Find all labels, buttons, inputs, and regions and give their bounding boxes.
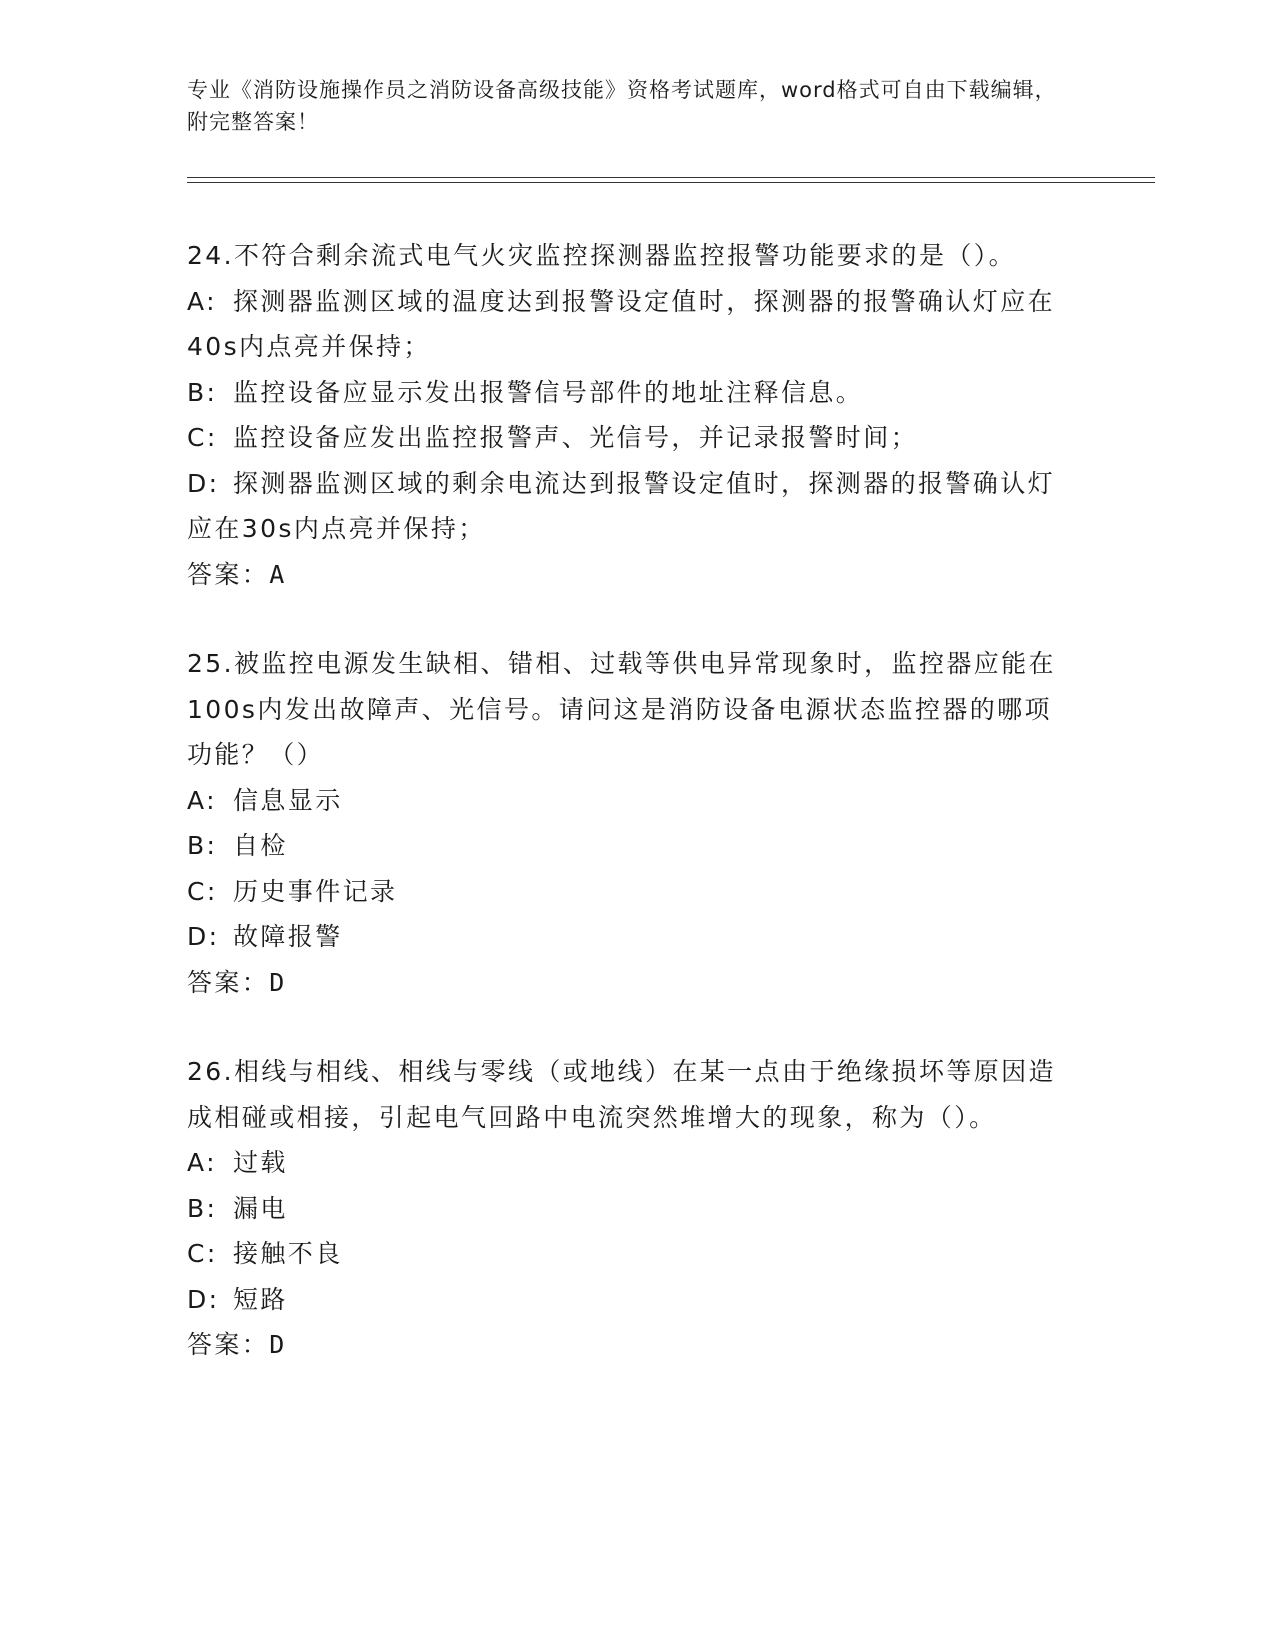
option-key: C: bbox=[187, 1239, 218, 1268]
option-key: D: bbox=[187, 922, 220, 951]
option-text: 探测器监测区域的剩余电流达到报警设定值时，探测器的报警确认灯应在30s内点亮并保持； bbox=[187, 468, 1056, 543]
option-key: B: bbox=[187, 831, 218, 860]
option-c bbox=[187, 415, 1067, 461]
option-c bbox=[187, 1231, 1067, 1277]
option-key: D: bbox=[187, 1284, 220, 1314]
option-b bbox=[187, 823, 1067, 869]
option-text: 历史事件记录 bbox=[233, 876, 398, 906]
document-header: 专业《消防设施操作员之消防设备高级技能》资格考试题库，word格式可自由下载编辑，附完整答案！ bbox=[187, 78, 1057, 134]
option-b bbox=[187, 370, 1067, 416]
option-key: A: bbox=[187, 286, 217, 316]
option-text: 探测器监测区域的温度达到报警设定值时，探测器的报警确认灯应在40s内点亮并保持； bbox=[187, 286, 1056, 361]
option-text: 漏电 bbox=[233, 1193, 288, 1223]
question-stem: 26.相线与相线、相线与零线（或地线）在某一点由于绝缘损坏等原因造成相碰或相接，引起电气回路中电流突然堆增大的现象，称为（）。 bbox=[187, 1057, 1056, 1132]
option-text: 监控设备应发出监控报警声、光信号，并记录报警时间； bbox=[233, 423, 919, 452]
option-key: B: bbox=[187, 1193, 218, 1223]
header-divider-bottom bbox=[187, 182, 1155, 183]
option-b bbox=[187, 1186, 1067, 1232]
option-d bbox=[187, 914, 1067, 960]
question-stem: 25.被监控电源发生缺相、错相、过载等供电异常现象时，监控器应能在100s内发出故障声、光信号。请问这是消防设备电源状态监控器的哪项功能？（） bbox=[187, 649, 1056, 769]
header-divider-top bbox=[187, 177, 1155, 178]
option-a bbox=[187, 1140, 1067, 1186]
option-text: 监控设备应显示发出报警信号部件的地址注释信息。 bbox=[233, 377, 864, 407]
option-d bbox=[187, 461, 1067, 552]
answer-label: 答案： bbox=[187, 559, 270, 589]
answer-line bbox=[187, 552, 1067, 598]
option-d bbox=[187, 1277, 1067, 1323]
option-a bbox=[187, 778, 1067, 824]
answer-value: A bbox=[269, 559, 287, 589]
answer-line bbox=[187, 1322, 1067, 1368]
option-key: C: bbox=[187, 423, 218, 452]
answer-label: 答案： bbox=[187, 1330, 270, 1359]
answer-value: D bbox=[269, 967, 287, 997]
answer-line bbox=[187, 960, 1067, 1006]
option-key: A: bbox=[187, 785, 217, 815]
option-text: 故障报警 bbox=[233, 922, 343, 951]
option-a bbox=[187, 279, 1067, 370]
question-26 bbox=[187, 1049, 1067, 1368]
option-key: D: bbox=[187, 468, 220, 498]
question-25 bbox=[187, 641, 1067, 1005]
question-24 bbox=[187, 233, 1067, 597]
option-key: C: bbox=[187, 876, 218, 906]
option-text: 短路 bbox=[233, 1284, 288, 1314]
option-text: 自检 bbox=[233, 831, 288, 860]
option-text: 接触不良 bbox=[233, 1239, 343, 1268]
question-stem: 24.不符合剩余流式电气火灾监控探测器监控报警功能要求的是（）。 bbox=[187, 241, 1017, 270]
question-list bbox=[187, 233, 1067, 1412]
option-text: 信息显示 bbox=[233, 785, 343, 815]
option-text: 过载 bbox=[233, 1148, 288, 1177]
option-c bbox=[187, 869, 1067, 915]
answer-value: D bbox=[269, 1330, 287, 1359]
option-key: B: bbox=[187, 377, 218, 407]
answer-label: 答案： bbox=[187, 967, 270, 997]
option-key: A: bbox=[187, 1148, 217, 1177]
